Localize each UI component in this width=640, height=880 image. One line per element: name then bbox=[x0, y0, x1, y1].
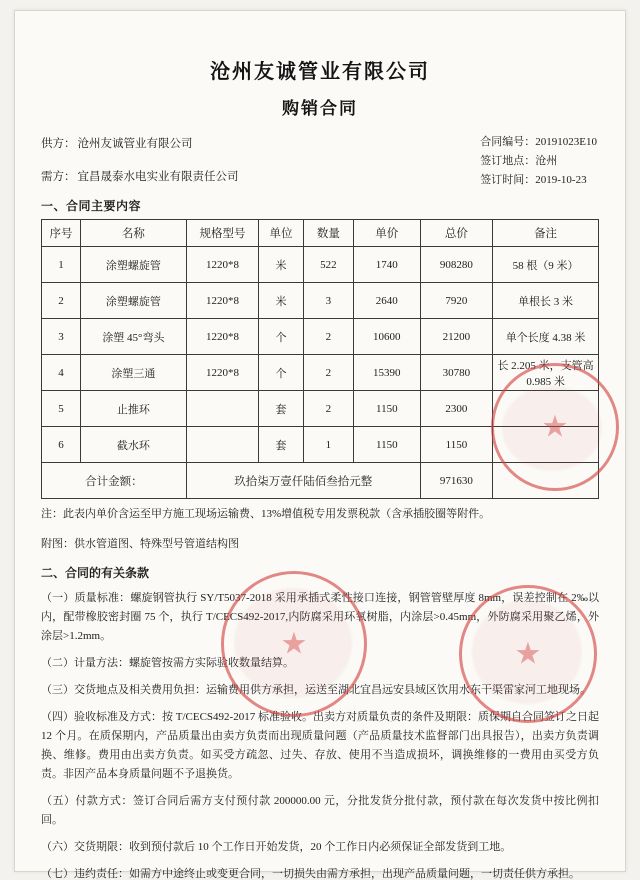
cell-no: 4 bbox=[42, 355, 81, 391]
cell-qty: 2 bbox=[303, 319, 353, 355]
sign-place-value: 沧州 bbox=[535, 155, 558, 167]
col-header-price: 单价 bbox=[353, 220, 420, 247]
col-header-unit: 单位 bbox=[259, 220, 304, 247]
clause-7-text: 如需方中途终止或变更合同，一切损失由需方承担，出现产品质量问题，一切责任供方承担。 bbox=[129, 868, 580, 880]
cell-remark: 单个长度 4.38 米 bbox=[493, 319, 599, 355]
cell-total: 1150 bbox=[420, 427, 492, 463]
cell-total: 30780 bbox=[420, 355, 492, 391]
cell-price: 15390 bbox=[353, 355, 420, 391]
clause-4-title: （四）验收标准及方式： bbox=[41, 711, 163, 723]
sum-remark bbox=[493, 463, 599, 499]
cell-unit: 套 bbox=[259, 391, 304, 427]
clause-1-text: 螺旋钢管执行 SY/T5037-2018 采用承插式柔性接口连接，钢管管壁厚度 8mm，误差控制在 2‰以内，配带橡胶密封圈 75 个，执行 T/CECS492-2017,内防腐采用环氧树脂，内涂层>0.45mm，外防腐采用聚乙烯，外涂层>1.2mm。 bbox=[41, 592, 599, 642]
cell-spec: 1220*8 bbox=[186, 319, 258, 355]
table-row bbox=[42, 319, 599, 355]
table-row bbox=[42, 391, 599, 427]
buyer-value: 宜昌晟泰水电实业有限责任公司 bbox=[77, 171, 239, 183]
cell-name: 涂塑螺旋管 bbox=[80, 247, 186, 283]
contract-meta bbox=[480, 133, 597, 190]
cell-price: 2640 bbox=[353, 283, 420, 319]
sum-value: 971630 bbox=[420, 463, 492, 499]
seal-star-icon: ★ bbox=[541, 410, 569, 444]
clause-1 bbox=[41, 589, 599, 646]
clause-4 bbox=[41, 708, 599, 784]
clause-5-text: 签订合同后需方支付预付款 200000.00 元，分批发货分批付款，预付款在每次发货中按比例扣回。 bbox=[41, 795, 600, 826]
cell-qty: 2 bbox=[303, 391, 353, 427]
cell-qty: 2 bbox=[303, 355, 353, 391]
cell-spec: 1220*8 bbox=[186, 355, 258, 391]
col-header-no: 序号 bbox=[42, 220, 81, 247]
cell-total: 908280 bbox=[420, 247, 492, 283]
cell-unit: 米 bbox=[259, 247, 304, 283]
col-header-total: 总价 bbox=[420, 220, 492, 247]
cell-unit: 个 bbox=[259, 319, 304, 355]
table-header-row bbox=[42, 220, 599, 247]
cell-price: 1150 bbox=[353, 391, 420, 427]
contract-no-line bbox=[480, 133, 597, 152]
cell-name: 截水环 bbox=[80, 427, 186, 463]
cell-remark: 长 2.205 米，支管高 0.985 米 bbox=[493, 355, 599, 391]
cell-remark bbox=[493, 391, 599, 427]
cell-price: 1150 bbox=[353, 427, 420, 463]
company-title: 沧州友诚管业有限公司 bbox=[210, 61, 430, 83]
col-header-qty: 数量 bbox=[303, 220, 353, 247]
cell-spec: 1220*8 bbox=[186, 283, 258, 319]
cell-name: 涂塑螺旋管 bbox=[80, 283, 186, 319]
sum-label: 合计金额： bbox=[42, 463, 187, 499]
cell-remark bbox=[493, 427, 599, 463]
clause-6 bbox=[41, 838, 599, 857]
clause-5-title: （五）付款方式： bbox=[41, 795, 133, 807]
cell-total: 2300 bbox=[420, 391, 492, 427]
contract-no-label: 合同编号： bbox=[480, 136, 536, 148]
cell-no: 3 bbox=[42, 319, 81, 355]
section2-heading: 二、合同的有关条款 bbox=[41, 566, 150, 580]
supplier-label: 供方： bbox=[41, 138, 76, 150]
cell-qty: 1 bbox=[303, 427, 353, 463]
clause-4-text: 按 T/CECS492-2017 标准验收。出卖方对质量负责的条件及期限：质保期自合同签订之日起 12 个月。在质保期内，产品质量出由卖方负责而出现质量问题（产品质量技术监督部门出具报告），出卖方负责调换、维修。费用由出卖方负责。如买受方疏忽、过失、存放、使用不当造成损坏，调换维修的一费用由买受方负责。非因产品本身质量问题不予退换货。 bbox=[41, 711, 599, 780]
page-title: 购销合同 bbox=[282, 99, 358, 118]
section1-heading: 一、合同主要内容 bbox=[41, 199, 142, 213]
col-header-name: 名称 bbox=[80, 220, 186, 247]
contract-body bbox=[41, 31, 600, 880]
sign-place-label: 签订地点： bbox=[480, 155, 536, 167]
cell-unit: 米 bbox=[259, 283, 304, 319]
clause-2 bbox=[41, 654, 599, 673]
contract-no-value: 20191023E10 bbox=[535, 136, 597, 148]
clause-7 bbox=[41, 865, 599, 880]
clause-3-title: （三）交货地点及相关费用负担： bbox=[41, 684, 206, 696]
cell-no: 1 bbox=[42, 247, 81, 283]
cell-name: 止推环 bbox=[80, 391, 186, 427]
parties-block bbox=[41, 135, 599, 187]
cell-no: 2 bbox=[42, 283, 81, 319]
table-row bbox=[42, 355, 599, 391]
table-row bbox=[42, 427, 599, 463]
cell-name: 涂塑 45°弯头 bbox=[80, 319, 186, 355]
cell-remark: 58 根（9 米） bbox=[493, 247, 599, 283]
clause-2-text: 螺旋管按需方实际验收数量结算。 bbox=[129, 657, 294, 669]
cell-unit: 套 bbox=[259, 427, 304, 463]
cell-qty: 3 bbox=[303, 283, 353, 319]
cell-unit: 个 bbox=[259, 355, 304, 391]
sign-time-line bbox=[480, 171, 597, 190]
clause-7-title: （七）违约责任： bbox=[41, 868, 129, 880]
supplier-value: 沧州友诚管业有限公司 bbox=[77, 138, 193, 150]
cell-total: 7920 bbox=[420, 283, 492, 319]
cell-spec bbox=[186, 391, 258, 427]
goods-table bbox=[41, 219, 599, 499]
cell-price: 1740 bbox=[353, 247, 420, 283]
cell-no: 6 bbox=[42, 427, 81, 463]
col-header-spec: 规格型号 bbox=[186, 220, 258, 247]
attachment-line: 附图：供水管道图、特殊型号管道结构图 bbox=[41, 538, 239, 550]
clause-5 bbox=[41, 792, 599, 830]
table-row bbox=[42, 283, 599, 319]
seal-star-icon: ★ bbox=[280, 627, 308, 661]
seal-star-icon: ★ bbox=[514, 637, 542, 671]
sum-words: 玖拾柒万壹仟陆佰叁拾元整 bbox=[186, 463, 420, 499]
cell-remark: 单根长 3 米 bbox=[493, 283, 599, 319]
clause-2-title: （二）计量方法： bbox=[41, 657, 129, 669]
sign-time-label: 签订时间： bbox=[480, 174, 536, 186]
cell-spec bbox=[186, 427, 258, 463]
cell-spec: 1220*8 bbox=[186, 247, 258, 283]
table-row bbox=[42, 247, 599, 283]
clause-6-text: 收到预付款后 10 个工作日开始发货，20 个工作日内必须保证全部发货到工地。 bbox=[129, 841, 512, 853]
cell-name: 涂塑三通 bbox=[80, 355, 186, 391]
table-sum-row bbox=[42, 463, 599, 499]
sign-time-value: 2019-10-23 bbox=[535, 174, 587, 186]
clause-6-title: （六）交货期限： bbox=[41, 841, 129, 853]
cell-price: 10600 bbox=[353, 319, 420, 355]
cell-total: 21200 bbox=[420, 319, 492, 355]
clause-1-title: （一）质量标准： bbox=[41, 592, 131, 604]
clause-3 bbox=[41, 681, 599, 700]
col-header-remark: 备注 bbox=[493, 220, 599, 247]
cell-no: 5 bbox=[42, 391, 81, 427]
buyer-label: 需方： bbox=[41, 171, 76, 183]
clause-3-text: 运输费用供方承担，运送至湖北宜昌远安县域区饮用水东干渠雷家河工地现场。 bbox=[206, 684, 591, 696]
cell-qty: 522 bbox=[303, 247, 353, 283]
table-note: 注：此表内单价含运至甲方施工现场运输费、13%增值税专用发票税款（含承插胶圈等附件。 bbox=[41, 508, 491, 520]
contract-paper bbox=[14, 10, 626, 880]
sign-place-line bbox=[480, 152, 597, 171]
